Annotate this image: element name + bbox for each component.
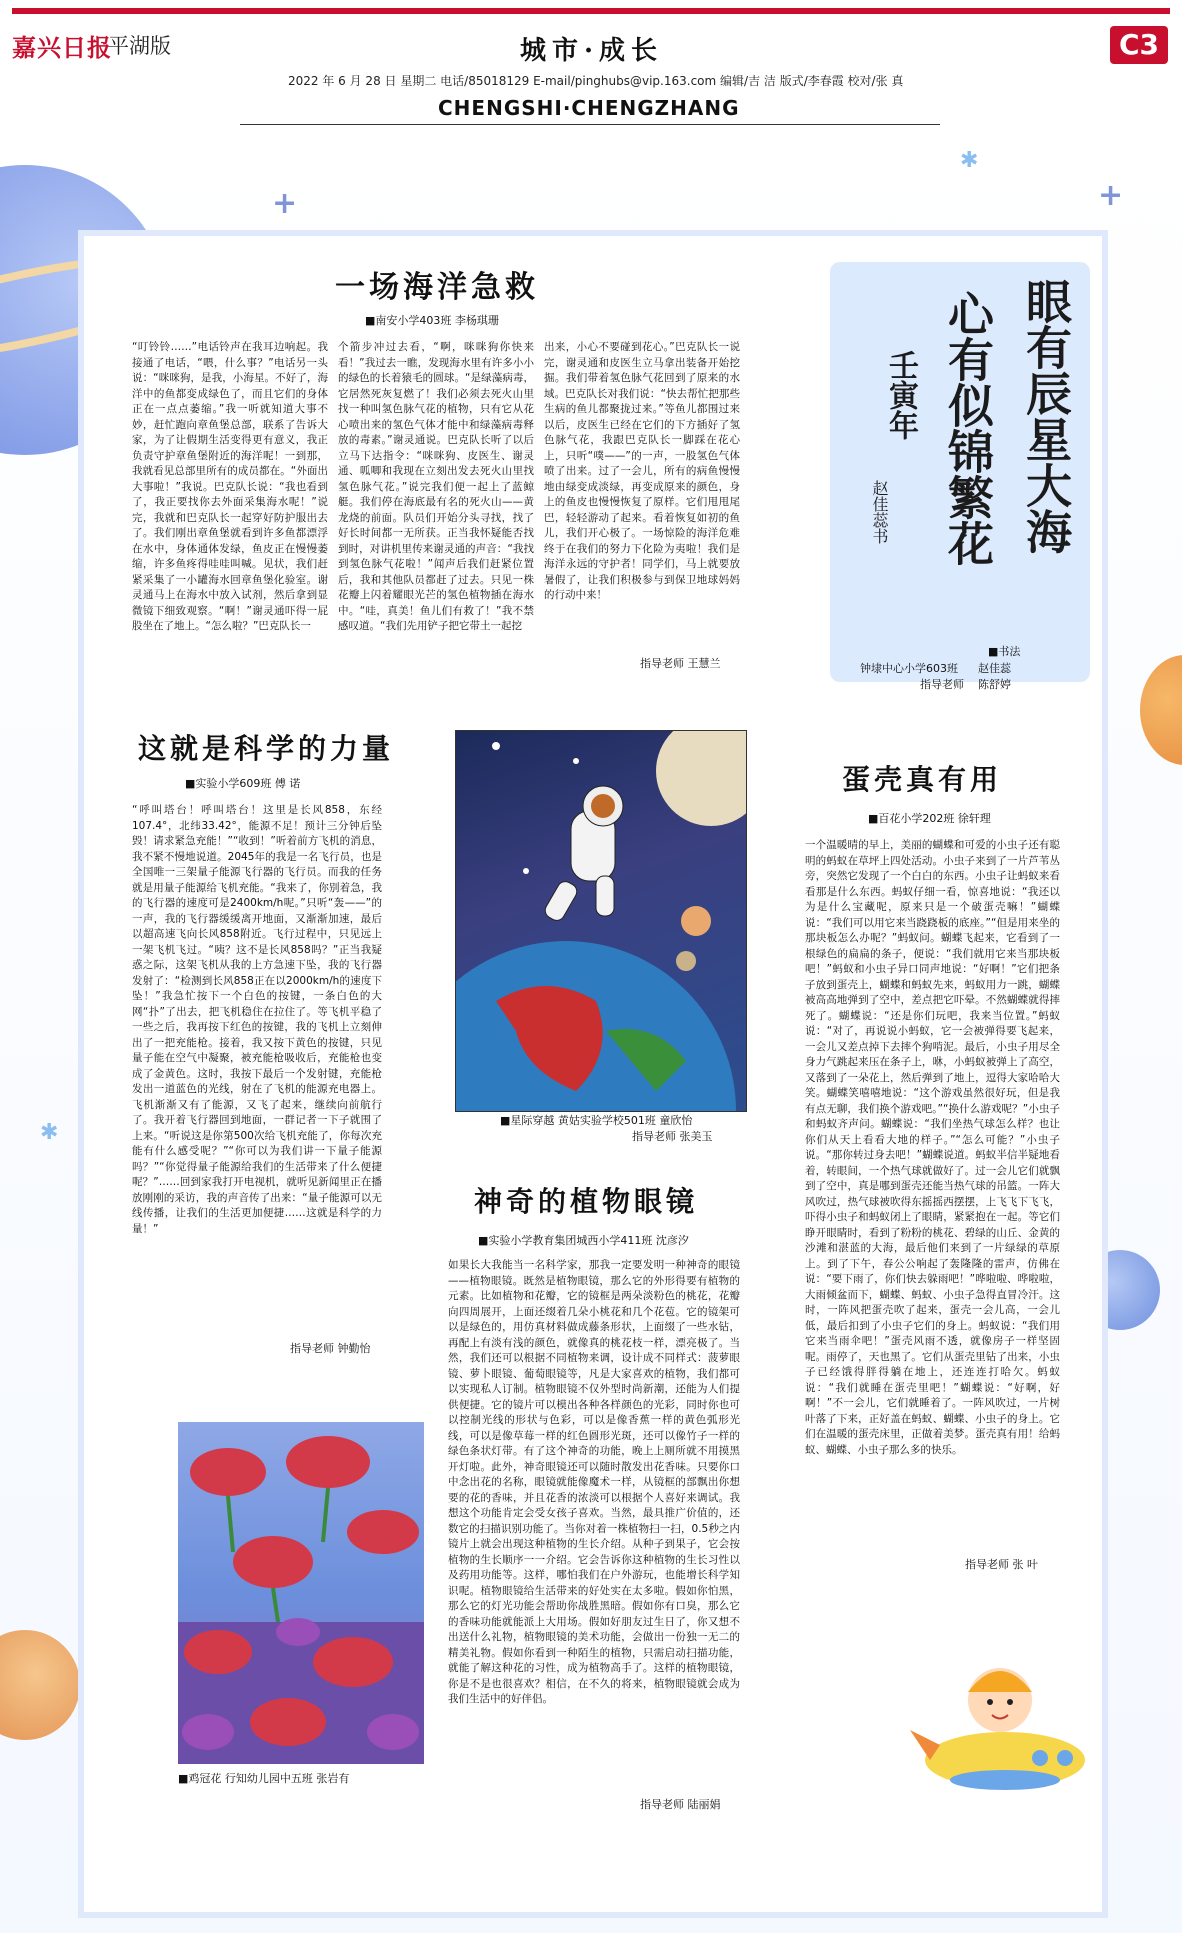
teacher-credit: 指导老师 钟勤怡	[290, 1342, 371, 1355]
calligraphy-school: 钟埭中心小学603班	[860, 662, 958, 675]
paper-edition: 平湖版	[108, 34, 171, 58]
article-column: 出来，小心不要碰到花心。”巴克队长一说完，谢灵通和皮医生立马拿出装备开始挖掘。我们带着氢色脉气花回到了原来的水域。巴克队长对我们说：“快去帮忙把那些生病的鱼儿都聚拢过来。”等鱼儿都围过来以后，皮医生已经在它们的下方插好了氢色脉气花，我跟巴克队长一脚踩在花心上，只听“噗——”的一声，一股氢色气体喷了出来。过了一会儿，所有的病鱼慢慢地由绿变成淡绿，再变成原来的颜色，身上的鱼皮也慢慢恢复了原样。它们甩甩尾巴，轻轻游动了起来。看着恢复如初的鱼儿，我们开心极了。一场惊险的海洋危难终于在我们的努力下化险为夷啦！我们是海洋永远的守护者！同学们，马上就要放暑假了，让我们积极参与到保卫地球妈妈的行动中来！	[544, 341, 740, 601]
article-byline: ■百花小学202班 徐轩理	[868, 812, 991, 825]
article-byline: ■实验小学609班 傅 诺	[185, 777, 301, 790]
calligraphy-teacher: 陈舒婷	[978, 678, 1011, 691]
article-column: 个箭步冲过去看，“啊，咪咪狗你快来看！”我过去一瞧，发现海水里有许多小小的绿色的长着猿毛的圆球。“是绿藻病毒，它居然死灰复燃了！我们必须去死火山里找一种叫氢色脉气花的植物，只有它从花心喷出来的氢色气体才能中和绿藻病毒释放的毒素。”谢灵通说。巴克队长听了以后立马下达指令：“咪咪狗、皮医生、谢灵通、呱唧和我现在立刻出发去死火山里找氢色脉气花。”说完我们便一起上了蓝鲸艇。我们停在海底最有名的死火山——黄龙烧的前面。队员们开始分头寻找，找了好长时间都一无所获。正当我怀疑能否找到时，对讲机里传来谢灵通的声音：“我找到氢色脉气花啦！”闻声后我们赶紧位置后，我和其他队员都赶了过去。只见一株花瓣上闪着耀眼光芒的氢色植物插在海水中。“哇，真美！鱼儿们有救了！”我不禁感叹道。“我们先用铲子把它带土一起挖	[338, 341, 534, 632]
moon-shape	[656, 731, 746, 826]
sparkle-icon: ✱	[40, 1120, 59, 1145]
article-column: “叮铃铃……”电话铃声在我耳边响起。我接通了电话，“喂，什么事？”电话另一头说：“咪咪狗，是我，小海星。不好了，海洋中的鱼都变成绿色了，而且它们的身体正在一点点萎缩。”我一听就知道大事不妙，赶忙跑向章鱼堡总部，联系了告诉大家，为了让假期生活变得更有意义，我正负责守护章鱼堡附近的海洋呢！一到那，我就看见总部里所有的成员都在。“外面出大事啦！”我说。巴克队长说：“我也看到了，我正要找你去外面采集海水呢！”说完，我就和巴克队长一起穿好防护服出去了。我们刚出章鱼堡就看到许多鱼都漂浮在水中，身体通体发绿，鱼皮正在慢慢萎缩，许多鱼疼得哇哇叫喊。见状，我们赶紧采集了一小罐海水回章鱼堡化验室。谢灵通马上在海水中放入试剂，然后拿到显微镜下细致观察。“啊！”谢灵通吓得一屁股坐在了地上。“怎么啦？”巴克队长一	[132, 341, 328, 632]
calligraphy-teacher-label: 指导老师	[920, 678, 964, 691]
dateline: 2022 年 6 月 28 日 星期二 电话/85018129 E-mail/pinghubs@vip.163.com 编辑/吉 洁 版式/李春霞 校对/张 真	[288, 74, 904, 88]
planet-shape	[676, 951, 696, 971]
star-shape	[523, 868, 529, 874]
paper-name: 嘉兴日报	[12, 33, 112, 62]
star-shape	[492, 742, 500, 750]
plus-star-icon: +	[272, 186, 298, 221]
flower-painting-art	[178, 1422, 424, 1764]
calligraphy-line: 心有似锦繁花	[941, 290, 995, 566]
article-title: 神奇的植物眼镜	[474, 1185, 699, 1218]
flower-painting	[178, 1422, 424, 1764]
calligraphy-signature: 赵佳蕊书	[870, 480, 889, 544]
article-body: 如果长大我能当一名科学家，那我一定要发明一种神奇的眼镜——植物眼镜。既然是植物眼镜，那么它的外形得要有植物的元素。比如植物和花瓣，它的镜框是两朵淡粉色的桃花，花瓣向四周展开，上面还缀着几朵小桃花和几个花苞。它的镜架可以是绿色的，用仿真材料做成藤条形状，上面缀了一些水钻，再配上有淡有浅的颜色，就像真的桃花枝一样，漂亮极了。当然，我们还可以根据不同植物来调，设计成不同样式：菠萝眼镜、萝卜眼镜、葡萄眼镜等，凡是大家喜欢的植物，我们都可以实现私人订制。植物眼镜不仅外型时尚新潮，还能为人们提供便捷。它的镜片可以模出各种各样颜色的光彩，同时你也可以控制光线的形状与色彩，可以是像香蕉一样的黄色弧形光线，可以是像草莓一样的红色圆形光斑，还可以像竹子一样的绿色条状灯带。有了这个神奇的功能，晚上上厕所就不用摸黑开灯啦。此外，神奇眼镜还可以随时散发出花香味。只要你口中念出花的名称，眼镜就能像魔术一样，从镜框的部飘出你想要的花的香味，并且花香的浓淡可以根据个人喜好来调试。我想这个功能肯定会受女孩子喜欢。当然，最具推广价值的，还数它的扫描识别功能了。当你对着一株植物扫一扫，0.5秒之内镜片上就会出现这种植物的生长介绍。从种子到果子，它会按植物的生长顺序一一介绍。它会告诉你这种植物的生长习性以及药用功能等。这样，哪怕我们在户外游玩，也能增长科学知识呢。植物眼镜给生活带来的好处实在太多啦。假如你怕黑，那么它的灯光功能会帮助你战胜黑暗。假如你有口臭，那么它的香味功能就能派上大用场。假如好朋友过生日了，你又想不出送什么礼物，植物眼镜的美术功能，会做出一份独一无二的精美礼物。假如你看到一种陌生的植物，只需启动扫描功能，就能了解这种花的习性，成为植物高手了。这样的植物眼镜，你是不是也很喜欢？相信，在不久的将来，植物眼镜就会成为我们生活中的好伴侣。	[448, 1259, 740, 1705]
image-caption-teacher: 指导老师 张美玉	[632, 1130, 713, 1143]
calligraphy-author: 赵佳蕊	[978, 662, 1011, 675]
section-pinyin: CHENGSHI·CHENGZHANG	[438, 96, 740, 120]
article-body: 一个温暖晴的早上，美丽的蝴蝶和可爱的小虫子还有聪明的蚂蚁在草坪上四处活动。小虫子来到了一片芦苇丛旁，突然它发现了一个白白的东西。小虫子让蚂蚁来看看那是什么东西。蚂蚁仔细一看，惊喜地说：“我还以为是什么宝藏呢，原来只是一个破蛋壳嘛！”蝴蝶说：“我们可以用它来当跷跷板的底座。”“但是用来坐的那块板怎么办呢？”蚂蚁问。蝴蝶飞起来，它看到了一根绿色的扁扁的条子，便说：“我们就用它来当那块板吧！”蚂蚁和小虫子异口同声地说：“好啊！”它们把条子放到蛋壳上，蝴蝶和蚂蚁先来，蚂蚁用力一跳，蝴蝶被高高地弹到了空中，差点把它吓晕。不然蝴蝶就得摔死了。蝴蝶说：“还是你们玩吧，我来当位置。”蚂蚁说：“对了，再说说小蚂蚁，它一会被弹得要飞起来，一会儿又差点掉下去摔个狗啃泥。最后，小虫子用尽全身力气跳起来压在条子上，咻，小蚂蚁被弹上了高空，又落到了一朵花上，然后弹到了地上，逗得大家哈哈大笑。蝴蝶笑嘻嘻地说：“这个游戏虽然很好玩，但是我有点无聊，我们换个游戏吧。”“换什么游戏呢？”小虫子和蚂蚁齐声问。蝴蝶说：“我们坐热气球怎么样？也让你们从天上看看大地的样子。”“怎么可能？”小虫子说。“那你转过身去吧！”蝴蝶说道。蚂蚁半信半疑地看着，转眼间，一个热气球就做好了。过一会儿它们就飘到了空中，真是哪到蛋壳还能当热气球的吊篮。一阵大风吹过，热气球被吹得东摇摇西摆摆，上飞飞下飞飞，吓得小虫子和蚂蚁闭上了眼睛，紧紧抱在一起。等它们睁开眼睛时，看到了粉粉的桃花、碧绿的山丘、金黄的沙滩和湛蓝的大海，最后他们来到了一片绿绿的草原上。到了下午，春公公响起了轰隆隆的雷声，仿佛在说：“要下雨了，你们快去躲雨吧！”哗啦啦、哗啦啦，大雨倾盆而下，蝴蝶、蚂蚁、小虫子急得直冒冷汗。这时，一阵风把蛋壳吹了起来，蛋壳一会儿高，一会儿低，最后扣到了小虫子它们的身上。蚂蚁说：“我们用它来当雨伞吧！”蛋壳风雨不透，就像房子一样坚固呢。雨停了，天也黑了。它们从蛋壳里钻了出来，小虫子已经饿得胖得躺在地上，还连连打哈欠。蚂蚁说：“我们就睡在蛋壳里吧！”蝴蝶说：“好啊，好啊！”不一会儿，它们就睡着了。一阵风吹过，一片树叶落了下来，正好盖在蚂蚁、蝴蝶、小虫子的身上。它们在温暖的蛋壳床里，正做着美梦。蛋壳真有用！给蚂蚁、蝴蝶、小虫子那么多的快乐。	[805, 839, 1060, 1456]
star-shape	[573, 758, 579, 764]
teacher-credit: 指导老师 张 叶	[965, 1558, 1038, 1571]
image-caption: ■鸡冠花 行知幼儿园中五班 张岩有	[178, 1772, 350, 1785]
planet-shape	[681, 906, 711, 936]
astronaut-shape	[542, 786, 623, 923]
image-caption: ■星际穿越 黄姑实验学校501班 童欣怡	[500, 1114, 693, 1127]
teacher-credit: 指导老师 王慧兰	[640, 657, 721, 670]
calligraphy-year: 壬寅年	[883, 350, 918, 440]
article-byline: ■南安小学403班 李杨琪珊	[365, 314, 499, 327]
plus-star-icon: +	[1098, 178, 1124, 213]
section-title: 城市·成长	[520, 36, 664, 66]
teacher-credit: 指导老师 陆丽娟	[640, 1798, 721, 1811]
calligraphy-author-label: ■书法	[988, 645, 1021, 658]
article-byline: ■实验小学教育集团城西小学411班 沈彦汐	[478, 1234, 689, 1247]
article-title: 这就是科学的力量	[138, 732, 395, 765]
article-title: 一场海洋急救	[335, 270, 539, 305]
header-divider	[240, 124, 940, 125]
article-title: 蛋壳真有用	[842, 763, 1003, 796]
kid-on-plane-illustration	[910, 1630, 1090, 1810]
page-number: C3	[1110, 26, 1168, 64]
masthead-bar	[12, 8, 1170, 14]
space-painting-art	[456, 731, 746, 1111]
sparkle-icon: ✱	[960, 148, 979, 173]
space-painting	[455, 730, 747, 1112]
article-body: “呼叫塔台！呼叫塔台！这里是长风858，东经107.4°，北纬33.42°，能源不足！预计三分钟后坠毁！请求紧急充能！”“收到！”听着前方飞机的消息，我不紧不慢地说道。2045年的我是一名飞行员，也是全国唯一三架量子能源飞行器的飞行员。而我的任务就是用量子能源给飞机充能。“我来了，你别着急，我的飞行器的速度可是2400km/h呢。”只听“轰——”的一声，我的飞行器缓缓离开地面，又渐渐加速，最后以超高速飞向长风858附近。飞行过程中，只见远上一架飞机飞过。“咦？这不是长风858吗？”正当我疑惑之际，这架飞机从我的上方急速下坠，我的飞行器发射了：“检测到长风858正在以2000km/h的速度下坠！”我急忙按下一个白色的按键，一条白色的大网“扑”了出去，把飞机稳住在拉住了。等飞机平稳了一些之后，我再按下红色的按键，我的飞机上立刻伸出了一把充能枪。接着，我又按下黄色的按键，只见量子能在空气中凝聚，被充能枪吸收后，充能枪也变成了金黄色。这时，我按下最后一个发射键，充能枪发出一道蓝色的光线，射在了飞机的能源充电器上。飞机渐渐又有了能源，又飞了起来，继续向前航行了。我开着飞行器回到地面，一群记者一下子就围了上来。“听说这是你第500次给飞机充能了，你每次充能有什么感受呢？”“你可以为我们讲一下量子能源吗？”“你觉得量子能源给我们的生活带来了什么便捷呢？”……回到家我打开电视机，就听见新闻里正在播放刚刚的采访，我的声音传了出来：“量子能源可以无线传播，让我们的生活更加便捷……这就是科学的力量！”	[132, 804, 382, 1235]
calligraphy-line: 眼有辰星大海	[1019, 278, 1073, 554]
